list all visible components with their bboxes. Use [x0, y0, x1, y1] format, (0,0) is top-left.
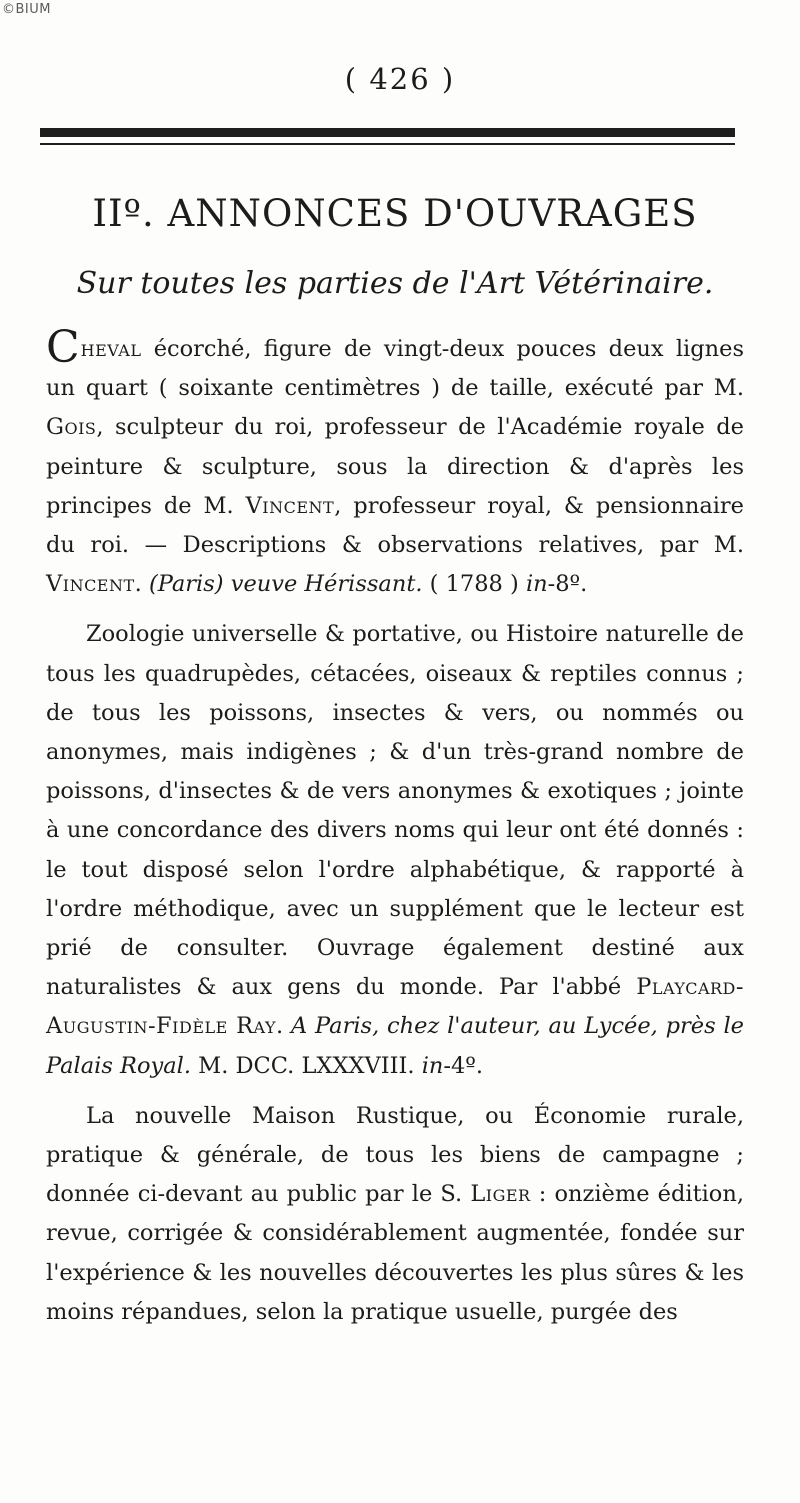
entry-text: M. DCC. LXXXVIII.: [191, 1052, 422, 1079]
author-name: Playcard-Augustin-Fidèle Ray: [46, 974, 744, 1040]
entry-text: écorché, figure de vingt-deux pouces deux lignes un quart ( soixante centimètres ) de taille, exécuté par M.: [46, 336, 744, 402]
imprint: (Paris) veuve Hérissant.: [148, 571, 423, 598]
entry-cheval-ecorche: [46, 322, 744, 604]
page-number: ( 426 ): [344, 62, 456, 96]
watermark: ©BIUM: [2, 2, 51, 17]
entry-text: , professeur royal, & pensionnaire du roi. — Descriptions & observations relatives, par M.: [46, 492, 744, 559]
entry-text: : onzième édition, revue, corrigée & considérablement augmentée, fondée sur l'expérience & les nouvelles découvertes les plus sûres & les moins répandues, selon la pratique usuelle, purgée des: [46, 1181, 744, 1325]
entry-text: , sculpteur du roi, professeur de l'Académie royale de peinture & sculpture, sous la direction & d'après les principes de M.: [46, 414, 744, 519]
header-rule-thick: [40, 128, 735, 137]
format-size: -8º.: [547, 571, 588, 598]
author-name: Vincent: [46, 571, 135, 598]
entry-text: Zoologie universelle & portative, ou Histoire naturelle de tous les quadrupèdes, cétacées, oiseaux & reptiles connus ; de tous les poissons, insectes & vers, ou nommés ou anonymes, mais indigènes ; & d'un très-grand nombre de poissons, d'insectes & de vers anonymes & exotiques ; jointe à une concordance des divers noms qui leur ont été donnés : le tout disposé selon l'ordre alphabétique, & rapporté à l'ordre méthodique, avec un supplément que le lecteur est prié de consulter. Ouvrage également destiné aux naturalistes & aux gens du monde. Par l'abbé: [46, 621, 744, 1001]
entry-text: .: [134, 571, 149, 598]
entry-text: La nouvelle Maison Rustique, ou Économie rurale, pratique & générale, de tous les biens de campagne ; donnée ci-devant au public par le S.: [46, 1102, 744, 1208]
header-rule-thin: [40, 143, 735, 145]
entry-text: ( 1788 ): [422, 571, 526, 598]
format-label: in: [421, 1052, 444, 1079]
imprint: A Paris, chez l'auteur, au Lycée, près le Palais Royal.: [46, 1013, 744, 1079]
author-name: Vincent: [245, 492, 335, 519]
entry-maison-rustique: [46, 1097, 744, 1332]
format-size: -4º.: [443, 1052, 484, 1079]
author-name: Liger: [470, 1181, 531, 1208]
entry-list: [46, 322, 744, 1332]
section-subtitle: Sur toutes les parties de l'Art Vétérinaire.: [76, 266, 714, 301]
format-label: in: [525, 571, 548, 598]
entry-text: .: [276, 1013, 291, 1040]
entry-zoologie: [46, 615, 744, 1085]
drop-cap: C: [46, 322, 80, 373]
author-name: Gois: [46, 414, 97, 441]
section-heading: IIº. ANNONCES D'OUVRAGES: [92, 192, 698, 235]
entry-title-caps: heval: [80, 336, 142, 362]
